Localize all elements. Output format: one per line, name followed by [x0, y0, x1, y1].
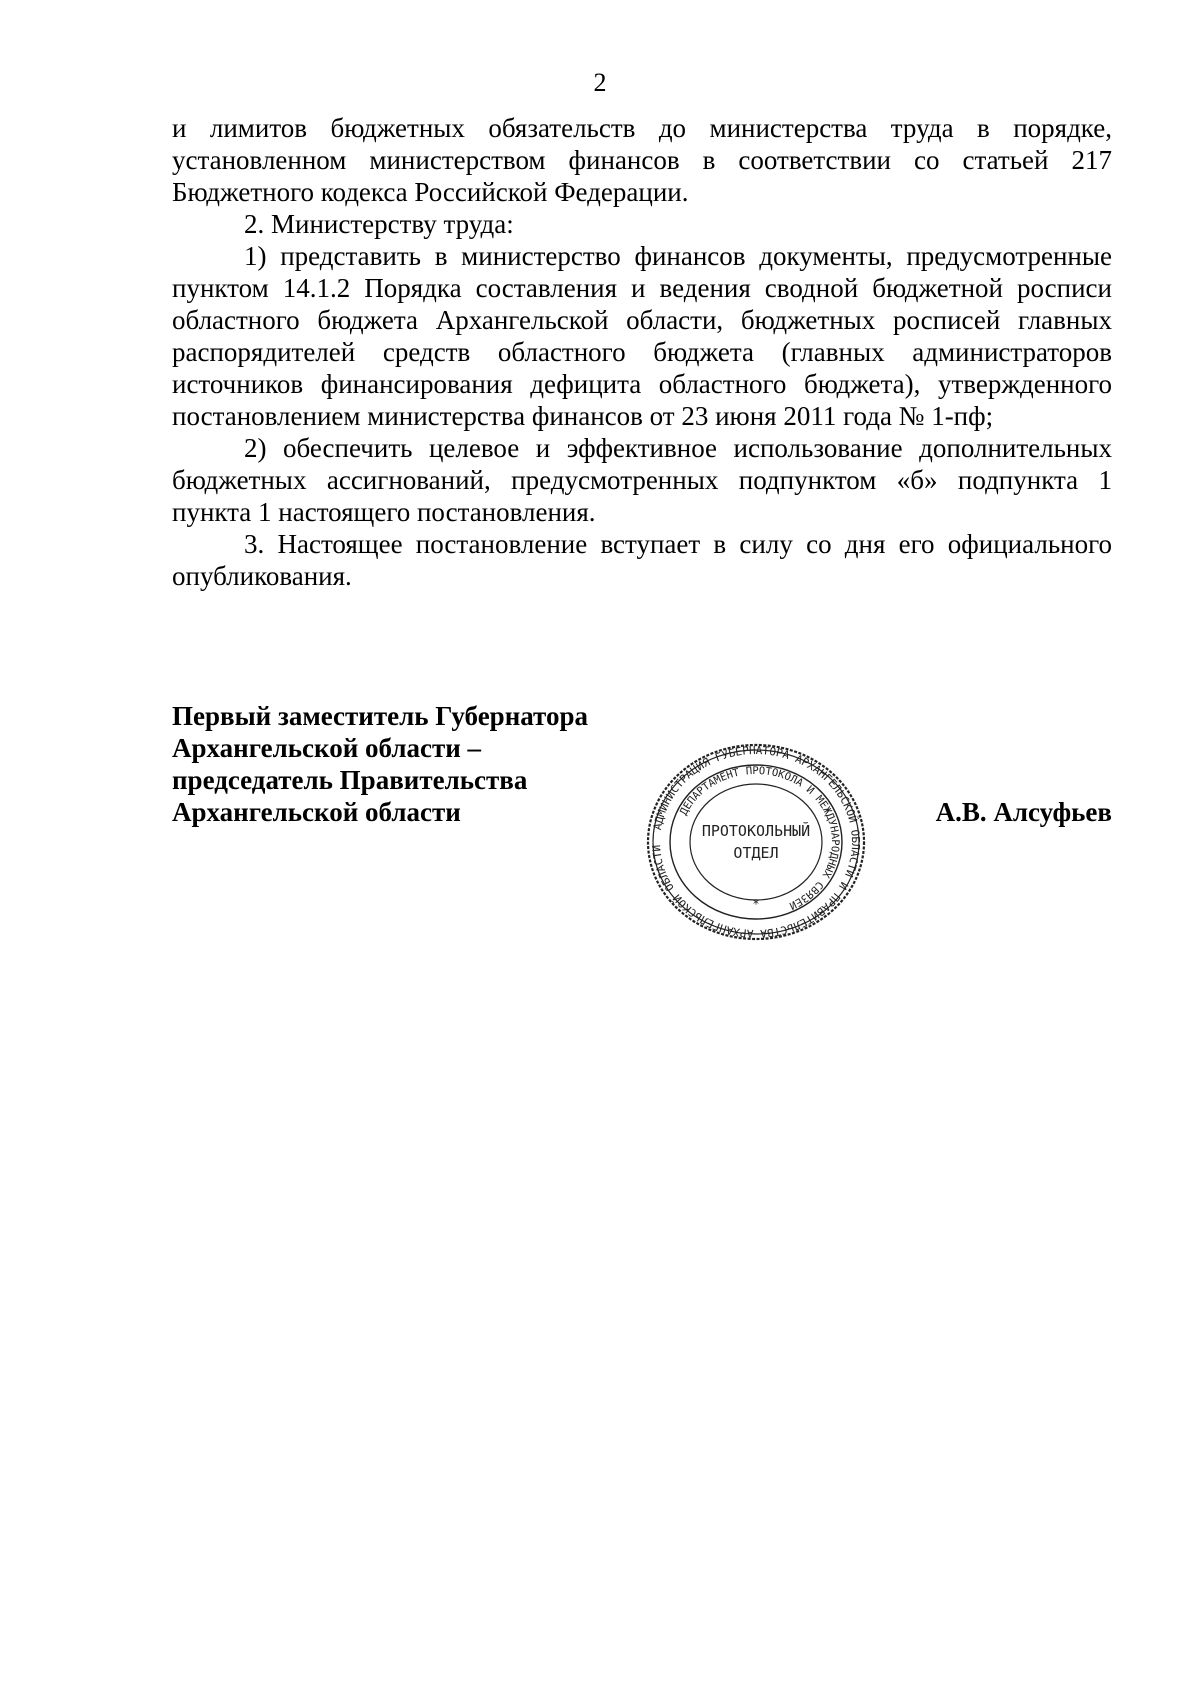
- signatory-title-line: Архангельской области: [172, 797, 461, 827]
- official-seal: [640, 742, 872, 942]
- paragraph-subitem-1: 1) представить в министерство финансов документы, предусмотренные пунктом 14.1.2 Порядка составления и ведения сводной бюджетной росписи областного бюджета Архангельской области, бюджетных росписей главных распорядителей средств областного бюджета (главных администраторов источников финансирования дефицита областного бюджета), утвержденного постановлением министерства финансов от 23 июня 2011 года № 1-пф;: [172, 241, 1112, 431]
- seal-center-line-2: ОТДЕЛ: [733, 844, 779, 862]
- seal-inner-text: ДЕПАРТАМЕНТ ПРОТОКОЛА И МЕЖДУНАРОДНЫХ СВЯЗЕЙ: [677, 764, 842, 912]
- seal-center-line-1: ПРОТОКОЛЬНЫЙ: [701, 822, 811, 840]
- signatory-name: А.В. Алсуфьев: [935, 797, 1112, 827]
- seal-star-icon: *: [753, 897, 759, 911]
- signatory-title-line: Первый заместитель Губернатора: [172, 701, 588, 731]
- signatory-title-line: председатель Правительства: [172, 765, 528, 795]
- paragraph-item-3: 3. Настоящее постановление вступает в силу со дня его официального опубликования.: [172, 529, 1112, 591]
- signatory-title: [172, 700, 672, 828]
- signatory-title-line: Архангельской области –: [172, 733, 482, 763]
- paragraph-subitem-2: 2) обеспечить целевое и эффективное использование дополнительных бюджетных ассигнований, предусмотренных подпунктом «б» подпункта 1 пункта 1 настоящего постановления.: [172, 433, 1112, 527]
- paragraph-item-2: 2. Министерству труда:: [244, 209, 514, 239]
- seal-outer-text: АДМИНИСТРАЦИЯ ГУБЕРНАТОРА АРХАНГЕЛЬСКОЙ ОБЛАСТИ И ПРАВИТЕЛЬСТВА АРХАНГЕЛЬСКОЙ ОБЛАСТИ: [650, 743, 863, 941]
- page-number: 2: [593, 68, 607, 97]
- paragraph-continuation: и лимитов бюджетных обязательств до министерства труда в порядке, установленном министерством финансов в соответствии со статьей 217 Бюджетного кодекса Российской Федерации.: [172, 113, 1112, 207]
- document-body: [172, 112, 1112, 592]
